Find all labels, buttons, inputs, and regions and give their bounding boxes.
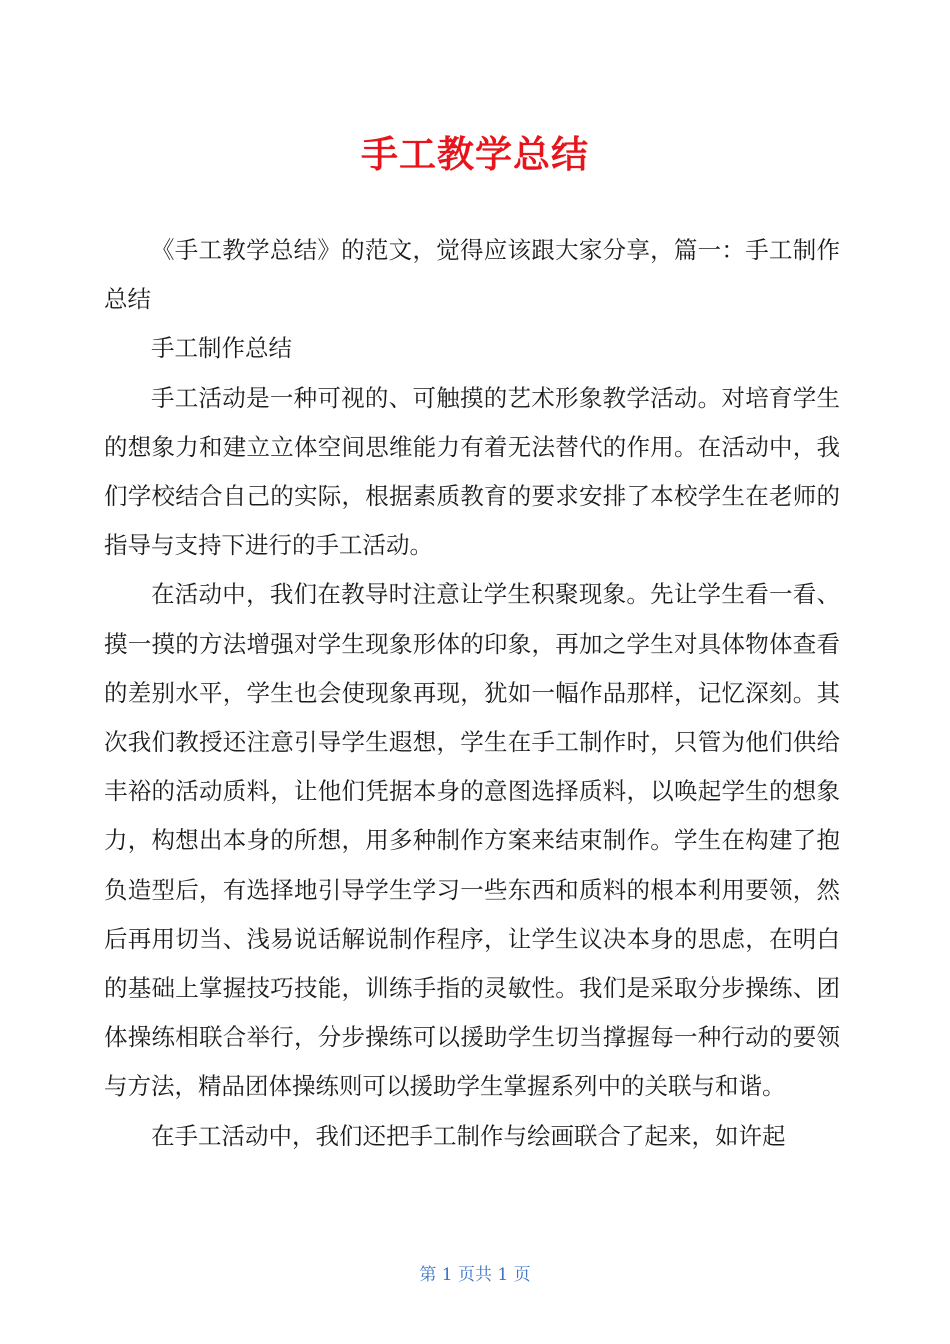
document-body (104, 226, 840, 1161)
document-title: 手工教学总结 (361, 132, 589, 176)
page-number-footer: 第 1 页共 1 页 (419, 1265, 531, 1285)
paragraph-teaching-method: 在活动中，我们在教导时注意让学生积聚现象。先让学生看一看、摸一摸的方法增强对学生现象形体的印象，再加之学生对具体物体查看的差别水平，学生也会使现象再现，犹如一幅作品那样，记忆深刻。其次我们教授还注意引导学生遐想，学生在手工制作时，只管为他们供给丰裕的活动质料，让他们凭据本身的意图选择质料，以唤起学生的想象力，构想出本身的所想，用多种制作方案来结束制作。学生在构建了抱负造型后，有选择地引导学生学习一些东西和质料的根本利用要领，然后再用切当、浅易说话解说制作程序，让学生议决本身的思虑，在明白的基础上掌握技巧技能，训练手指的灵敏性。我们是采取分步操练、团体操练相联合举行，分步操练可以援助学生切当撑握每一种行动的要领与方法，精品团体操练则可以援助学生掌握系列中的关联与和谐。 (104, 580, 840, 1101)
paragraph-subheading: 手工制作总结 (151, 334, 292, 363)
paragraph-activity-overview: 手工活动是一种可视的、可触摸的艺术形象教学活动。对培育学生的想象力和建立立体空间思维能力有着无法替代的作用。在活动中，我们学校结合自己的实际，根据素质教育的要求安排了本校学生在老师的指导与支持下进行的手工活动。 (104, 383, 840, 560)
paragraph-drawing-combination: 在手工活动中，我们还把手工制作与绘画联合了起来，如许起 (151, 1121, 786, 1150)
paragraph-intro: 《手工教学总结》的范文，觉得应该跟大家分享，篇一：手工制作总结 (104, 236, 840, 314)
